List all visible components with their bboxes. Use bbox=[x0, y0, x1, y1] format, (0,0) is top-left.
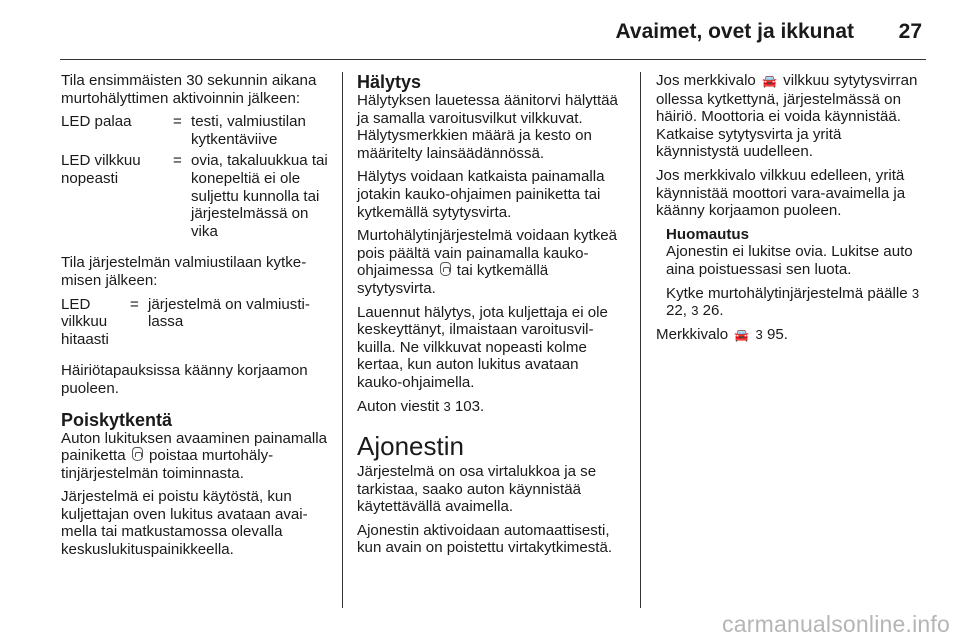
page-reference[interactable]: 103. bbox=[454, 397, 485, 415]
paragraph bbox=[61, 430, 329, 483]
note-title: Huomautus bbox=[666, 225, 750, 243]
table-cell-meaning: ovia, takaluukkua tai konepeltiä ei ole suljettu kunnolla tai järjestelmässä on vika bbox=[191, 152, 328, 240]
column-1 bbox=[61, 72, 329, 565]
paragraph: Tila ensimmäisten 30 sekunnin aikana murtohälyttimen aktivoinnin jälkeen: bbox=[61, 72, 317, 107]
section-heading-halytys: Hälytys bbox=[357, 72, 422, 92]
page-reference[interactable]: 95. bbox=[766, 325, 788, 343]
table-cell-state: LED vilkkuu nopeasti bbox=[61, 152, 141, 187]
watermark: carmanualsonline.info bbox=[722, 611, 950, 637]
page-reference[interactable]: 22, bbox=[666, 302, 687, 320]
text: Merkkivalo bbox=[656, 325, 729, 343]
column-divider bbox=[342, 72, 343, 608]
column-2 bbox=[357, 72, 625, 563]
status-table-2 bbox=[61, 296, 329, 353]
paragraph bbox=[357, 227, 625, 297]
status-table-1 bbox=[61, 113, 329, 244]
text: Kytke murtohälytinjärjestelmä päälle bbox=[666, 284, 908, 302]
section-heading-ajonestin: Ajonestin bbox=[357, 431, 464, 462]
table-cell-meaning: testi, valmiustilan kytkentäviive bbox=[191, 113, 306, 148]
paragraph: Ajonestin aktivoidaan automaattisesti, kun avain on poistettu virtakytkimestä. bbox=[357, 521, 613, 557]
text: Auton viestit bbox=[357, 397, 440, 415]
column-3 bbox=[656, 72, 928, 350]
text: Murtohälytinjärjestelmä voidaan kytkeä pois päältä vain painamalla kauko-ohjaimessa bbox=[357, 227, 618, 280]
table-cell-eq: = bbox=[173, 113, 182, 131]
column-divider bbox=[640, 72, 641, 608]
page-title: Avaimet, ovet ja ikkunat bbox=[615, 20, 854, 43]
text: poistaa murtohälytinjärjestelmän toiminnasta. bbox=[61, 447, 274, 482]
page-ref-arrow-icon: 3 bbox=[691, 303, 699, 319]
paragraph bbox=[656, 72, 928, 161]
table-cell-eq: = bbox=[130, 295, 139, 313]
page-reference[interactable]: 26. bbox=[702, 302, 724, 320]
paragraph: Hälytyksen lauetessa äänitorvi hälyttää ja samalla varoitusvilkut vilkkuvat. Hälytysmerkkien määrä ja kesto on määritelty lainsäädännössä. bbox=[357, 92, 618, 162]
table-cell-eq: = bbox=[173, 152, 182, 170]
page-ref-arrow-icon: 3 bbox=[911, 285, 920, 301]
text: vilkkuu sytytysvirran ollessa kytkettynä, järjestelmässä on häiriö. Moottoria ei voida käynnistää. Katkaise sytytysvirta ja yritä käynnistystä uudelleen. bbox=[656, 72, 918, 161]
car-key-warning-icon: 🚘 bbox=[762, 74, 777, 88]
text: Auton lukituksen avaaminen painamalla painiketta bbox=[61, 429, 327, 465]
page-ref-arrow-icon: 3 bbox=[443, 398, 451, 414]
paragraph: Lauennut hälytys, jota kuljettaja ei ole keskeyttänyt, ilmaistaan varoitusvilkuilla. Ne vilkkuvat nopeasti kolme kertaa, kun auton lukitus avataan kauko-ohjaimella. bbox=[357, 303, 608, 391]
unlock-button-icon bbox=[132, 447, 143, 461]
paragraph bbox=[357, 398, 625, 416]
paragraph: Tila järjestelmän valmiustilaan kytkemisen jälkeen: bbox=[61, 254, 307, 289]
car-key-warning-icon: 🚘 bbox=[734, 327, 750, 342]
paragraph: Hälytys voidaan katkaista painamalla jotakin kauko-ohjaimen painiketta tai kytkemällä sytytysvirta. bbox=[357, 168, 605, 221]
text: Jos merkkivalo bbox=[656, 72, 756, 89]
page-number: 27 bbox=[898, 20, 922, 43]
paragraph: Jos merkkivalo vilkkuu edelleen, yritä käynnistää moottori vara-avaimella ja käänny korjaamon puoleen. bbox=[656, 166, 906, 220]
paragraph bbox=[656, 326, 928, 345]
note-box bbox=[656, 226, 928, 320]
paragraph: Järjestelmä ei poistu käytöstä, kun kuljettajan oven lukitus avataan avaimella tai matkustamossa olevalla keskuslukituspainikkeella. bbox=[61, 488, 308, 559]
table-cell-meaning: järjestelmä on valmiustilassa bbox=[148, 295, 310, 331]
table-cell-state: LED vilkkuu hitaasti bbox=[61, 295, 109, 348]
note-paragraph bbox=[666, 285, 928, 320]
page-header bbox=[60, 18, 926, 60]
note-paragraph: Ajonestin ei lukitse ovia. Lukitse auto aina poistuessasi sen luota. bbox=[666, 243, 913, 278]
page-ref-arrow-icon: 3 bbox=[755, 326, 763, 342]
section-heading-poiskytkenta: Poiskytkentä bbox=[61, 409, 173, 430]
table-cell-state: LED palaa bbox=[61, 113, 132, 131]
unlock-button-icon bbox=[440, 262, 451, 276]
paragraph: Häiriötapauksissa käänny korjaamon puoleen. bbox=[61, 362, 308, 397]
text: tai kytkemällä sytytysvirta. bbox=[357, 262, 549, 297]
paragraph: Järjestelmä on osa virtalukkoa ja se tarkistaa, saako auton käynnistää käytettävällä avaimella. bbox=[357, 463, 597, 516]
